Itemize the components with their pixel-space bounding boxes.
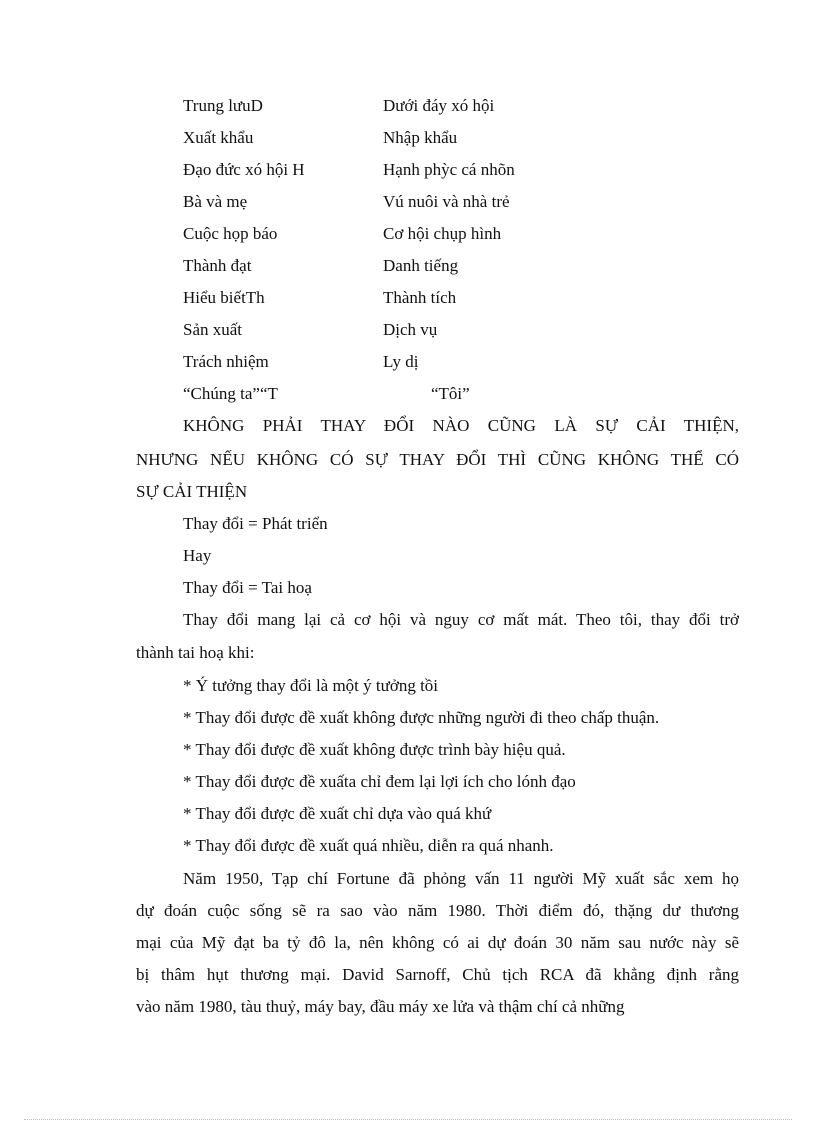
comparison-left: Đạo đức xó hội H	[183, 160, 305, 179]
formula-line: Thay đổi = Phát triển	[183, 514, 328, 533]
comparison-row	[0, 158, 816, 186]
comparison-row	[0, 318, 816, 346]
comparison-row	[0, 222, 816, 250]
heading-line: SỰ CẢI THIỆN	[136, 482, 248, 501]
bullet-item: * Thay đổi được đề xuấta chỉ đem lại lợi ích cho lónh đạo	[183, 772, 576, 791]
paragraph-line: dự đoán cuộc sống sẽ ra sao vào năm 1980. Thời điểm đó, thặng dư thương	[136, 901, 739, 920]
paragraph-line: thành tai hoạ khi:	[136, 643, 255, 662]
comparison-right: Dưới đáy xó hội	[383, 96, 495, 115]
comparison-right: Cơ hội chụp hình	[383, 224, 502, 243]
comparison-left: Thành đạt	[183, 256, 252, 275]
comparison-row	[0, 94, 816, 122]
paragraph-line: Năm 1950, Tạp chí Fortune đã phỏng vấn 11 người Mỹ xuất sắc xem họ	[183, 869, 739, 888]
comparison-left: Hiểu biếtTh	[183, 288, 265, 307]
comparison-left: “Chúng ta”“T	[183, 384, 278, 403]
bullet-item: * Thay đổi được đề xuất quá nhiều, diễn ra quá nhanh.	[183, 836, 554, 855]
page-bottom-border	[24, 1119, 792, 1120]
heading-line: KHÔNG PHẢI THAY ĐỔI NÀO CŨNG LÀ SỰ CẢI THIỆN,	[183, 416, 739, 435]
comparison-left: Sản xuất	[183, 320, 243, 339]
paragraph-line: vào năm 1980, tàu thuỷ, máy bay, đầu máy xe lửa và thậm chí cả những	[136, 997, 625, 1016]
comparison-row	[0, 190, 816, 218]
comparison-row	[0, 286, 816, 314]
comparison-left: Cuộc họp báo	[183, 224, 278, 243]
comparison-row	[0, 382, 816, 410]
paragraph-line: bị thâm hụt thương mại. David Sarnoff, Chủ tịch RCA đã khẳng định rằng	[136, 965, 739, 984]
comparison-right: Dịch vụ	[383, 320, 438, 339]
comparison-left: Bà và mẹ	[183, 192, 248, 211]
comparison-right: Thành tích	[383, 288, 457, 307]
comparison-row	[0, 254, 816, 282]
bullet-item: * Thay đổi được đề xuất không được trình bày hiệu quả.	[183, 740, 566, 759]
comparison-right: Ly dị	[383, 352, 419, 371]
comparison-right: “Tôi”	[431, 384, 470, 403]
paragraph-line: mại của Mỹ đạt ba tỷ đô la, nên không có ai dự đoán 30 năm sau nước này sẽ	[136, 933, 739, 952]
formula-line: Thay đổi = Tai hoạ	[183, 578, 312, 597]
bullet-item: * Ý tưởng thay đổi là một ý tưởng tồi	[183, 676, 439, 695]
paragraph-line: Thay đổi mang lại cả cơ hội và nguy cơ mất mát. Theo tôi, thay đổi trở	[183, 610, 739, 629]
bullet-item: * Thay đổi được đề xuất không được những người đi theo chấp thuận.	[183, 708, 660, 727]
bullet-item: * Thay đổi được đề xuất chỉ dựa vào quá khứ	[183, 804, 492, 823]
comparison-left: Trung lưuD	[183, 96, 263, 115]
comparison-left: Trách nhiệm	[183, 352, 269, 371]
comparison-row	[0, 126, 816, 154]
formula-line: Hay	[183, 546, 212, 565]
comparison-right: Nhập khẩu	[383, 128, 458, 147]
comparison-right: Danh tiếng	[383, 256, 459, 275]
comparison-right: Hạnh phỳc cá nhõn	[383, 160, 515, 179]
comparison-right: Vú nuôi và nhà trẻ	[383, 192, 510, 211]
heading-line: NHƯNG NẾU KHÔNG CÓ SỰ THAY ĐỔI THÌ CŨNG KHÔNG THỂ CÓ	[136, 450, 739, 469]
comparison-left: Xuất khẩu	[183, 128, 254, 147]
comparison-row	[0, 350, 816, 378]
